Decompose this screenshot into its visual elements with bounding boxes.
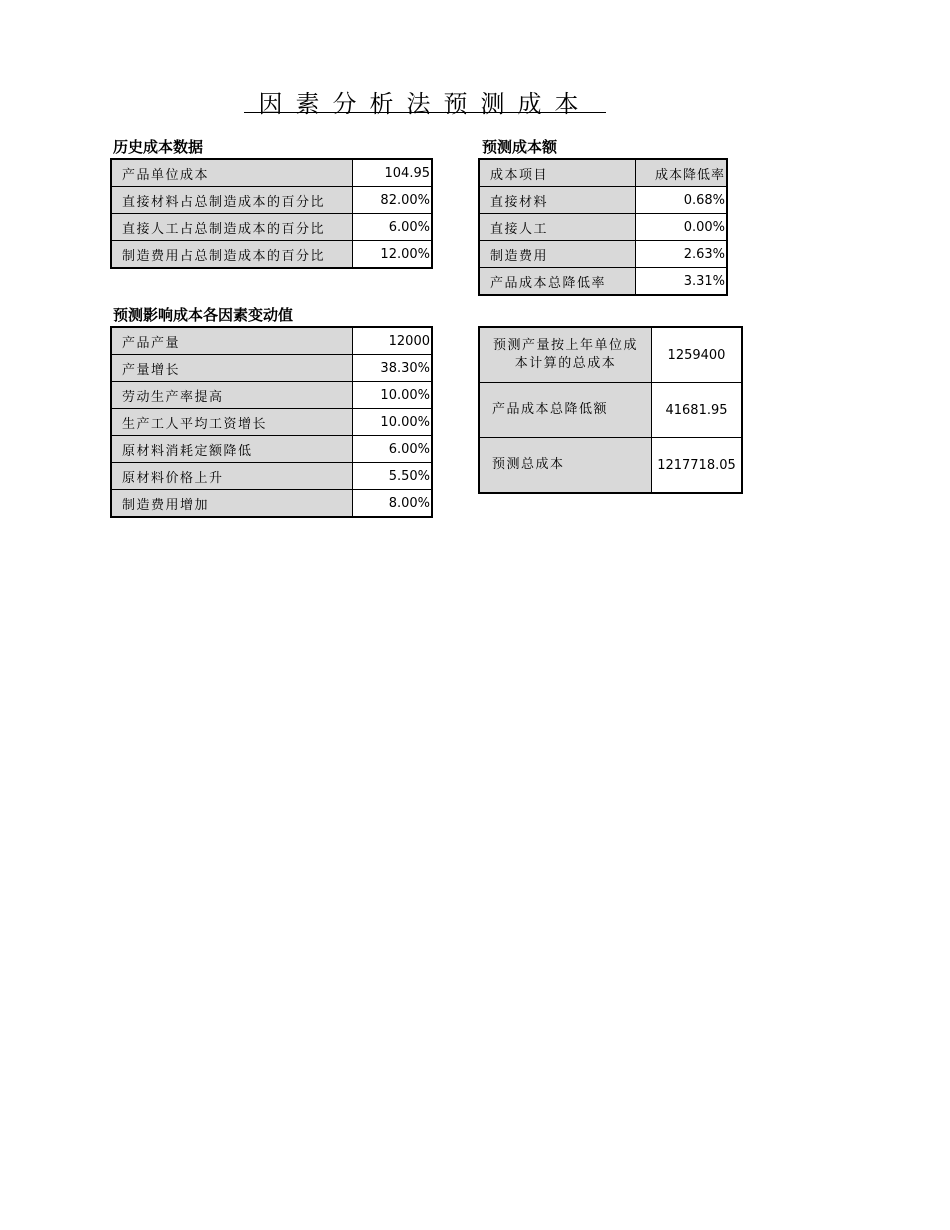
table-row xyxy=(111,463,432,490)
summary-label: 产品成本总降低额 xyxy=(479,383,652,438)
forecast-label: 直接人工 xyxy=(479,214,636,241)
factor-label: 劳动生产率提高 xyxy=(111,382,353,409)
factor-label: 原材料消耗定额降低 xyxy=(111,436,353,463)
forecast-label: 直接材料 xyxy=(479,187,636,214)
table-row xyxy=(111,382,432,409)
factor-value[interactable]: 6.00% xyxy=(353,436,433,463)
factors-heading: 预测影响成本各因素变动值 xyxy=(113,306,294,324)
table-row xyxy=(111,436,432,463)
forecast-value[interactable]: 0.68% xyxy=(636,187,728,214)
table-header-row xyxy=(479,159,727,187)
table-row xyxy=(479,241,727,268)
table-row xyxy=(111,327,432,355)
table-row xyxy=(479,268,727,296)
column-header-item: 成本项目 xyxy=(479,159,636,187)
table-row xyxy=(111,409,432,436)
history-label: 产品单位成本 xyxy=(111,159,353,187)
history-label: 直接人工占总制造成本的百分比 xyxy=(111,214,353,241)
factor-label: 制造费用增加 xyxy=(111,490,353,518)
summary-label: 预测总成本 xyxy=(479,438,652,494)
forecast-value[interactable]: 0.00% xyxy=(636,214,728,241)
factors-table xyxy=(110,326,433,518)
summary-table xyxy=(478,326,743,494)
summary-value[interactable]: 1217718.05 xyxy=(652,438,743,494)
factor-value[interactable]: 5.50% xyxy=(353,463,433,490)
forecast-label: 产品成本总降低率 xyxy=(479,268,636,296)
table-row xyxy=(479,327,742,383)
history-value[interactable]: 6.00% xyxy=(353,214,433,241)
table-row xyxy=(479,383,742,438)
column-header-rate: 成本降低率 xyxy=(636,159,728,187)
table-row xyxy=(111,241,432,269)
factor-value[interactable]: 12000 xyxy=(353,327,433,355)
table-row xyxy=(111,159,432,187)
table-row xyxy=(111,214,432,241)
history-label: 制造费用占总制造成本的百分比 xyxy=(111,241,353,269)
forecast-amount-table xyxy=(478,158,728,296)
factor-value[interactable]: 10.00% xyxy=(353,382,433,409)
title-underline xyxy=(244,112,606,113)
summary-value[interactable]: 41681.95 xyxy=(652,383,743,438)
history-value[interactable]: 104.95 xyxy=(353,159,433,187)
factor-label: 产量增长 xyxy=(111,355,353,382)
history-table xyxy=(110,158,433,269)
history-label: 直接材料占总制造成本的百分比 xyxy=(111,187,353,214)
factor-value[interactable]: 10.00% xyxy=(353,409,433,436)
table-row xyxy=(111,490,432,518)
factor-value[interactable]: 8.00% xyxy=(353,490,433,518)
table-row xyxy=(111,187,432,214)
page-title: 因素分析法预测成本 xyxy=(258,90,592,118)
forecast-value[interactable]: 3.31% xyxy=(636,268,728,296)
table-row xyxy=(479,214,727,241)
table-row xyxy=(479,187,727,214)
history-heading: 历史成本数据 xyxy=(113,138,204,156)
history-value[interactable]: 12.00% xyxy=(353,241,433,269)
history-value[interactable]: 82.00% xyxy=(353,187,433,214)
factor-value[interactable]: 38.30% xyxy=(353,355,433,382)
forecast-amount-heading: 预测成本额 xyxy=(482,138,558,156)
forecast-label: 制造费用 xyxy=(479,241,636,268)
summary-value[interactable]: 1259400 xyxy=(652,327,743,383)
summary-label: 预测产量按上年单位成本计算的总成本 xyxy=(479,327,652,383)
factor-label: 原材料价格上升 xyxy=(111,463,353,490)
forecast-value[interactable]: 2.63% xyxy=(636,241,728,268)
table-row xyxy=(479,438,742,494)
factor-label: 产品产量 xyxy=(111,327,353,355)
factor-label: 生产工人平均工资增长 xyxy=(111,409,353,436)
table-row xyxy=(111,355,432,382)
